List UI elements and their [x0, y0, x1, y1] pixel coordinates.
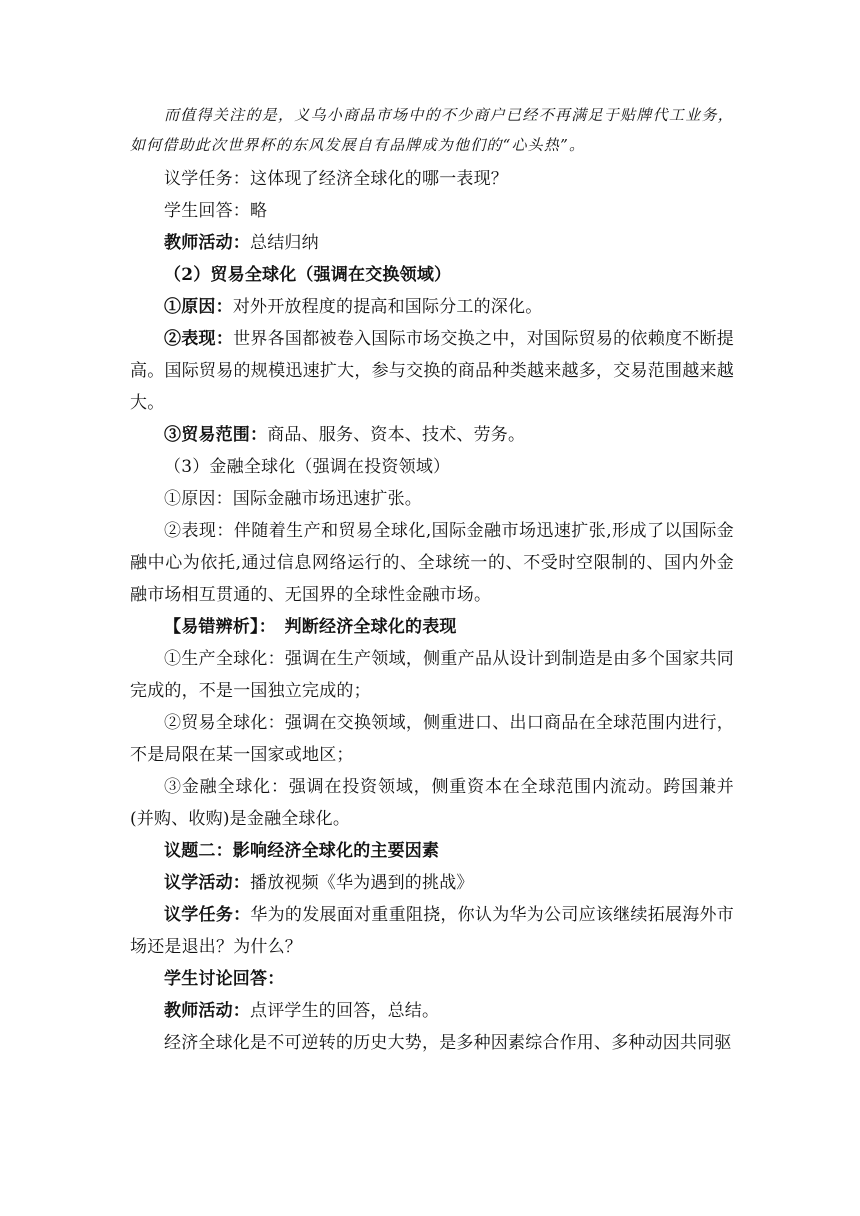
heading-topic-two: [130, 835, 734, 867]
paragraph-text: 播放视频《华为遇到的挑战》: [250, 873, 474, 893]
paragraph-trade-manifestation: [130, 323, 734, 419]
paragraph-text: 而值得关注的是，义乌小商品市场中的不少商户已经不再满足于贴牌代工业务，如何借助此次世界杯的东风发展自有品牌成为他们的“心头热”。: [130, 106, 734, 154]
paragraph-student-answer: [130, 195, 734, 227]
paragraph-task-question: [130, 163, 734, 195]
bold-label: 教师活动：: [164, 233, 250, 253]
paragraph-production-globalization: [130, 643, 734, 707]
paragraph-text: （3）金融全球化（强调在投资领域）: [164, 457, 451, 477]
paragraph-teacher-activity-1: [130, 227, 734, 259]
paragraph-trade-scope: [130, 419, 734, 451]
bold-label: ③贸易范围：: [164, 425, 268, 445]
heading-error-analysis: [130, 611, 734, 643]
paragraph-text: ①生产全球化：强调在生产领域，侧重产品从设计到制造是由多个国家共同完成的，不是一国独立完成的；: [130, 649, 734, 701]
paragraph-discussion-activity: [130, 867, 734, 899]
paragraph-conclusion: [130, 1027, 734, 1059]
heading-financial-globalization: [130, 451, 734, 483]
bold-label: ①原因：: [164, 297, 233, 317]
paragraph-text: 经济全球化是不可逆转的历史大势，是多种因素综合作用、多种动因共同驱: [164, 1033, 732, 1053]
paragraph-text: 学生回答：略: [164, 201, 268, 221]
bold-label: 学生讨论回答：: [164, 969, 285, 989]
document-page: [130, 100, 734, 1059]
bold-label: 教师活动：: [164, 1001, 250, 1021]
bold-label: 【易错辨析】： 判断经济全球化的表现: [164, 617, 457, 637]
paragraph-yiwu-market: [130, 100, 734, 160]
bold-label: 议学任务：: [164, 905, 251, 925]
paragraph-text: 华为的发展面对重重阻挠，你认为华为公司应该继续拓展海外市场还是退出？为什么？: [130, 905, 734, 957]
paragraph-text: 总结归纳: [250, 233, 319, 253]
paragraph-student-discussion: [130, 963, 734, 995]
bold-label: （2）贸易全球化（强调在交换领域）: [164, 265, 452, 285]
paragraph-trade-cause: [130, 291, 734, 323]
paragraph-finance-globalization: [130, 771, 734, 835]
paragraph-discussion-task: [130, 899, 734, 963]
paragraph-text: ③金融全球化：强调在投资领域，侧重资本在全球范围内流动。跨国兼并(并购、收购)是金融全球化。: [130, 777, 734, 829]
paragraph-teacher-activity-2: [130, 995, 734, 1027]
paragraph-text: ①原因：国际金融市场迅速扩张。: [164, 489, 422, 509]
bold-label: 议题二：影响经济全球化的主要因素: [164, 841, 440, 861]
paragraph-text: 世界各国都被卷入国际市场交换之中，对国际贸易的依赖度不断提高。国际贸易的规模迅速扩大，参与交换的商品种类越来越多，交易范围越来越大。: [130, 329, 734, 413]
bold-label: ②表现：: [164, 329, 234, 349]
paragraph-text: 商品、服务、资本、技术、劳务。: [267, 425, 526, 445]
paragraph-trade-globalization: [130, 707, 734, 771]
paragraph-text: 议学任务：这体现了经济全球化的哪一表现？: [164, 169, 508, 189]
bold-label: 议学活动：: [164, 873, 250, 893]
heading-trade-globalization: [130, 259, 734, 291]
paragraph-finance-cause: [130, 483, 734, 515]
paragraph-text: ②贸易全球化：强调在交换领域，侧重进口、出口商品在全球范围内进行，不是局限在某一国家或地区；: [130, 713, 734, 765]
paragraph-finance-manifestation: [130, 515, 734, 611]
paragraph-text: ②表现：伴随着生产和贸易全球化,国际金融市场迅速扩张,形成了以国际金融中心为依托,通过信息网络运行的、全球统一的、不受时空限制的、国内外金融市场相互贯通的、无国界的全球性金融市场。: [130, 521, 734, 605]
paragraph-text: 点评学生的回答，总结。: [250, 1001, 440, 1021]
paragraph-text: 对外开放程度的提高和国际分工的深化。: [232, 297, 543, 317]
